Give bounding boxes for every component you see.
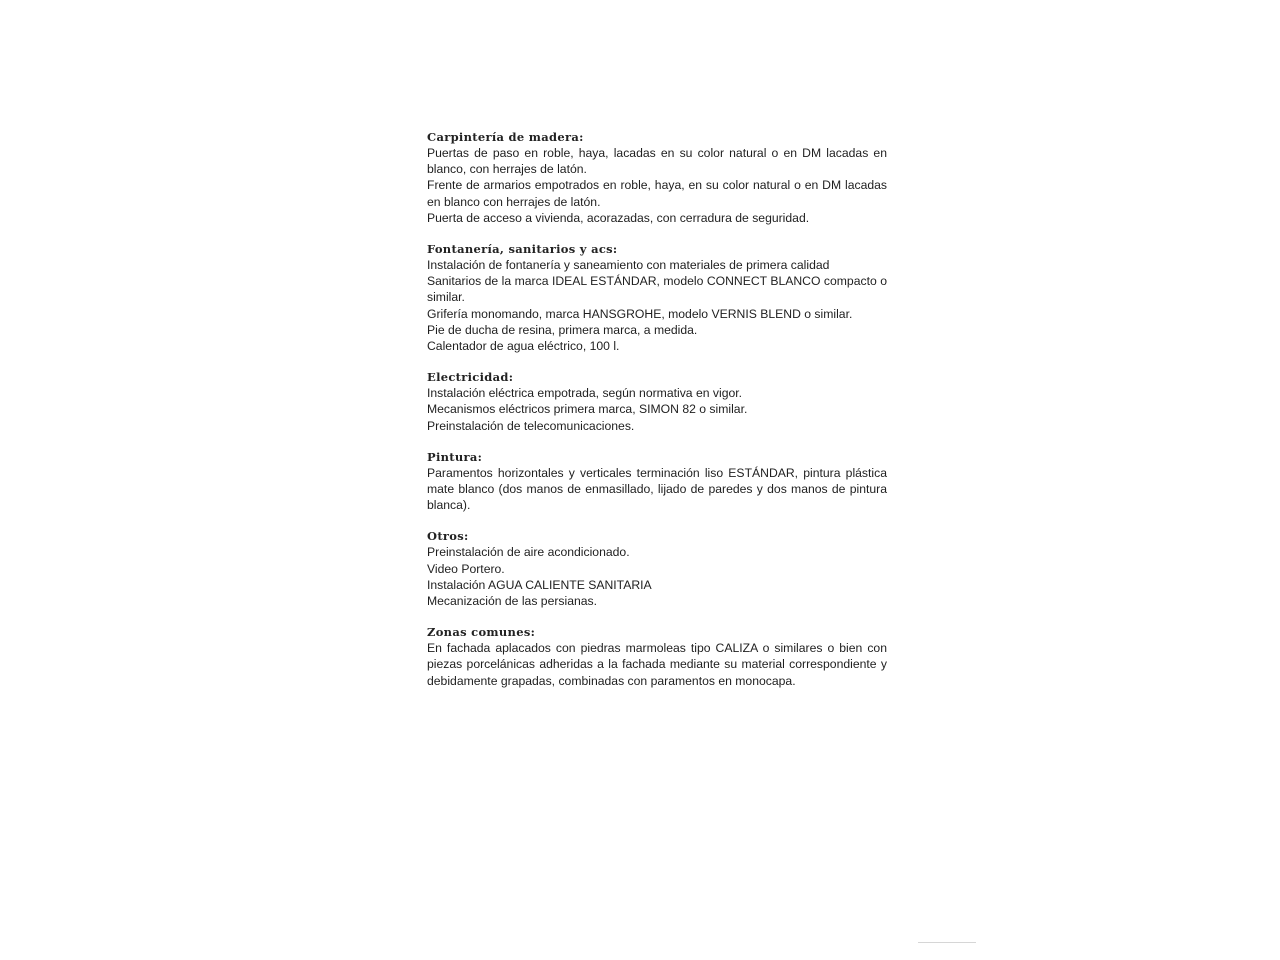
section-paragraph: En fachada aplacados con piedras marmoleas tipo CALIZA o similares o bien con piezas porcelánicas adheridas a la fachada mediante su material correspondiente y debidamente grapadas, combinadas con paramentos en monocapa. (427, 641, 887, 688)
section-paragraph: Pie de ducha de resina, primera marca, a medida. (427, 322, 698, 337)
section-paragraph: Frente de armarios empotrados en roble, haya, en su color natural o en DM lacadas en blanco con herrajes de latón. (427, 178, 887, 209)
section-heading: Electricidad: (427, 370, 514, 385)
scan-edge-line (918, 942, 976, 943)
section-paragraph: Calentador de agua eléctrico, 100 l. (427, 339, 620, 354)
section-paragraph: Preinstalación de telecomunicaciones. (427, 418, 635, 433)
document-body (427, 129, 887, 704)
section-paragraph: Puertas de paso en roble, haya, lacadas en su color natural o en DM lacadas en blanco, con herrajes de latón. (427, 146, 887, 177)
section-heading: Pintura: (427, 449, 483, 464)
section-paragraph: Paramentos horizontales y verticales terminación liso ESTÁNDAR, pintura plástica mate blanco (dos manos de enmasillado, lijado de paredes y dos manos de pintura blanca). (427, 465, 887, 513)
section-paragraph: Mecanismos eléctricos primera marca, SIMON 82 o similar. (427, 402, 748, 417)
section-electricidad (427, 369, 887, 434)
section-paragraph: Sanitarios de la marca IDEAL ESTÁNDAR, modelo CONNECT BLANCO compacto o similar. (427, 274, 887, 305)
section-paragraph: Preinstalación de aire acondicionado. (427, 545, 630, 560)
section-heading: Fontanería, sanitarios y acs: (427, 242, 618, 257)
section-paragraph: Puerta de acceso a vivienda, acorazadas, con cerradura de seguridad. (427, 210, 810, 225)
section-zonas-comunes (427, 624, 887, 689)
section-heading: Otros: (427, 529, 469, 544)
section-pintura (427, 449, 887, 514)
section-paragraph: Mecanización de las persianas. (427, 594, 598, 609)
section-heading: Zonas comunes: (427, 625, 536, 640)
section-paragraph: Instalación AGUA CALIENTE SANITARIA (427, 577, 652, 592)
section-paragraph: Instalación de fontanería y saneamiento con materiales de primera calidad (427, 258, 830, 273)
section-otros (427, 528, 887, 609)
section-heading: Carpintería de madera: (427, 130, 584, 144)
section-paragraph: Video Portero. (427, 561, 505, 576)
section-paragraph: Instalación eléctrica empotrada, según normativa en vigor. (427, 386, 743, 401)
section-carpinteria (427, 129, 887, 226)
section-fontaneria (427, 241, 887, 354)
section-paragraph: Grifería monomando, marca HANSGROHE, modelo VERNIS BLEND o similar. (427, 306, 853, 321)
